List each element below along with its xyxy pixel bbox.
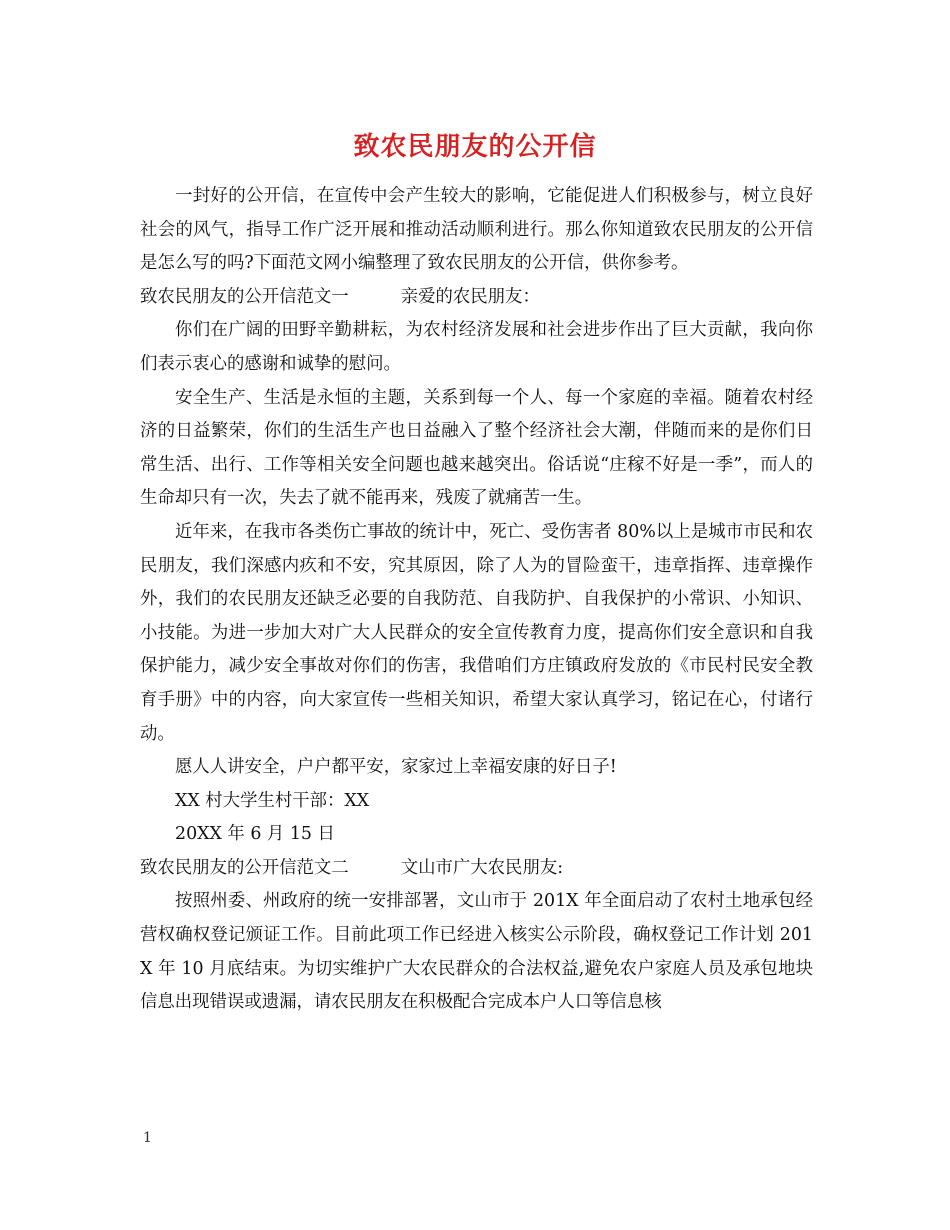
document-body (140, 180, 813, 1020)
letter1-paragraph-4: 愿人人讲安全，户户都平安，家家过上幸福安康的好日子! (175, 757, 617, 778)
page-title: 致农民朋友的公开信 (353, 132, 597, 162)
letter2-salutation: 文山市广大农民朋友: (400, 857, 564, 878)
page-number: 1 (143, 1130, 152, 1146)
letter1-salutation: 亲爱的农民朋友： (400, 286, 540, 307)
letter1-heading-line (140, 281, 813, 315)
letter1-paragraph-1: 你们在广阔的田野辛勤耕耘，为农村经济发展和社会进步作出了巨大贡献，我向你们表示衷心的感谢和诚挚的慰问。 (140, 320, 813, 374)
letter2-heading-line (140, 852, 813, 886)
intro-paragraph: 一封好的公开信，在宣传中会产生较大的影响，它能促进人们积极参与，树立良好社会的风气，指导工作广泛开展和推动活动顺利进行。那么你知道致农民朋友的公开信是怎么写的吗?下面范文网小编整理了致农民朋友的公开信，供你参考。 (140, 186, 813, 274)
letter1-signature: XX 村大学生村干部：XX (175, 790, 370, 811)
letter1-paragraph-2: 安全生产、生活是永恒的主题，关系到每一个人、每一个家庭的幸福。随着农村经济的日益繁荣，你们的生活生产也日益融入了整个经济社会大潮，伴随而来的是你们日常生活、出行、工作等相关安全问题也越来越突出。俗话说“庄稼不好是一季”，而人的生命却只有一次，失去了就不能再来，残废了就痛苦一生。 (140, 387, 813, 509)
letter1-heading: 致农民朋友的公开信范文一 (140, 286, 349, 307)
letter1-date: 20XX 年 6 月 15 日 (175, 824, 335, 845)
letter2-paragraph-1: 按照州委、州政府的统一安排部署，文山市于 201X 年全面启动了农村土地承包经营权确权登记颁证工作。目前此项工作已经进入核实公示阶段，确权登记工作计划 201X 年 10 月底结束。为切实维护广大农民群众的合法权益,避免农户家庭人员及承包地块信息出现错误或遗漏，请农民朋友在积极配合完成本户人口等信息核 (140, 891, 813, 1013)
letter1-paragraph-3: 近年来，在我市各类伤亡事故的统计中，死亡、受伤害者 80%以上是城市市民和农民朋友，我们深感内疚和不安，究其原因，除了人为的冒险蛮干，违章指挥、违章操作外，我们的农民朋友还缺乏必要的自我防范、自我防护、自我保护的小常识、小知识、小技能。为进一步加大对广大人民群众的安全宣传教育力度，提高你们安全意识和自我保护能力，减少安全事故对你们的伤害，我借咱们方庄镇政府发放的《市民村民安全教育手册》中的内容，向大家宣传一些相关知识，希望大家认真学习，铭记在心，付诸行动。 (140, 521, 813, 744)
letter2-heading: 致农民朋友的公开信范文二 (140, 857, 349, 878)
